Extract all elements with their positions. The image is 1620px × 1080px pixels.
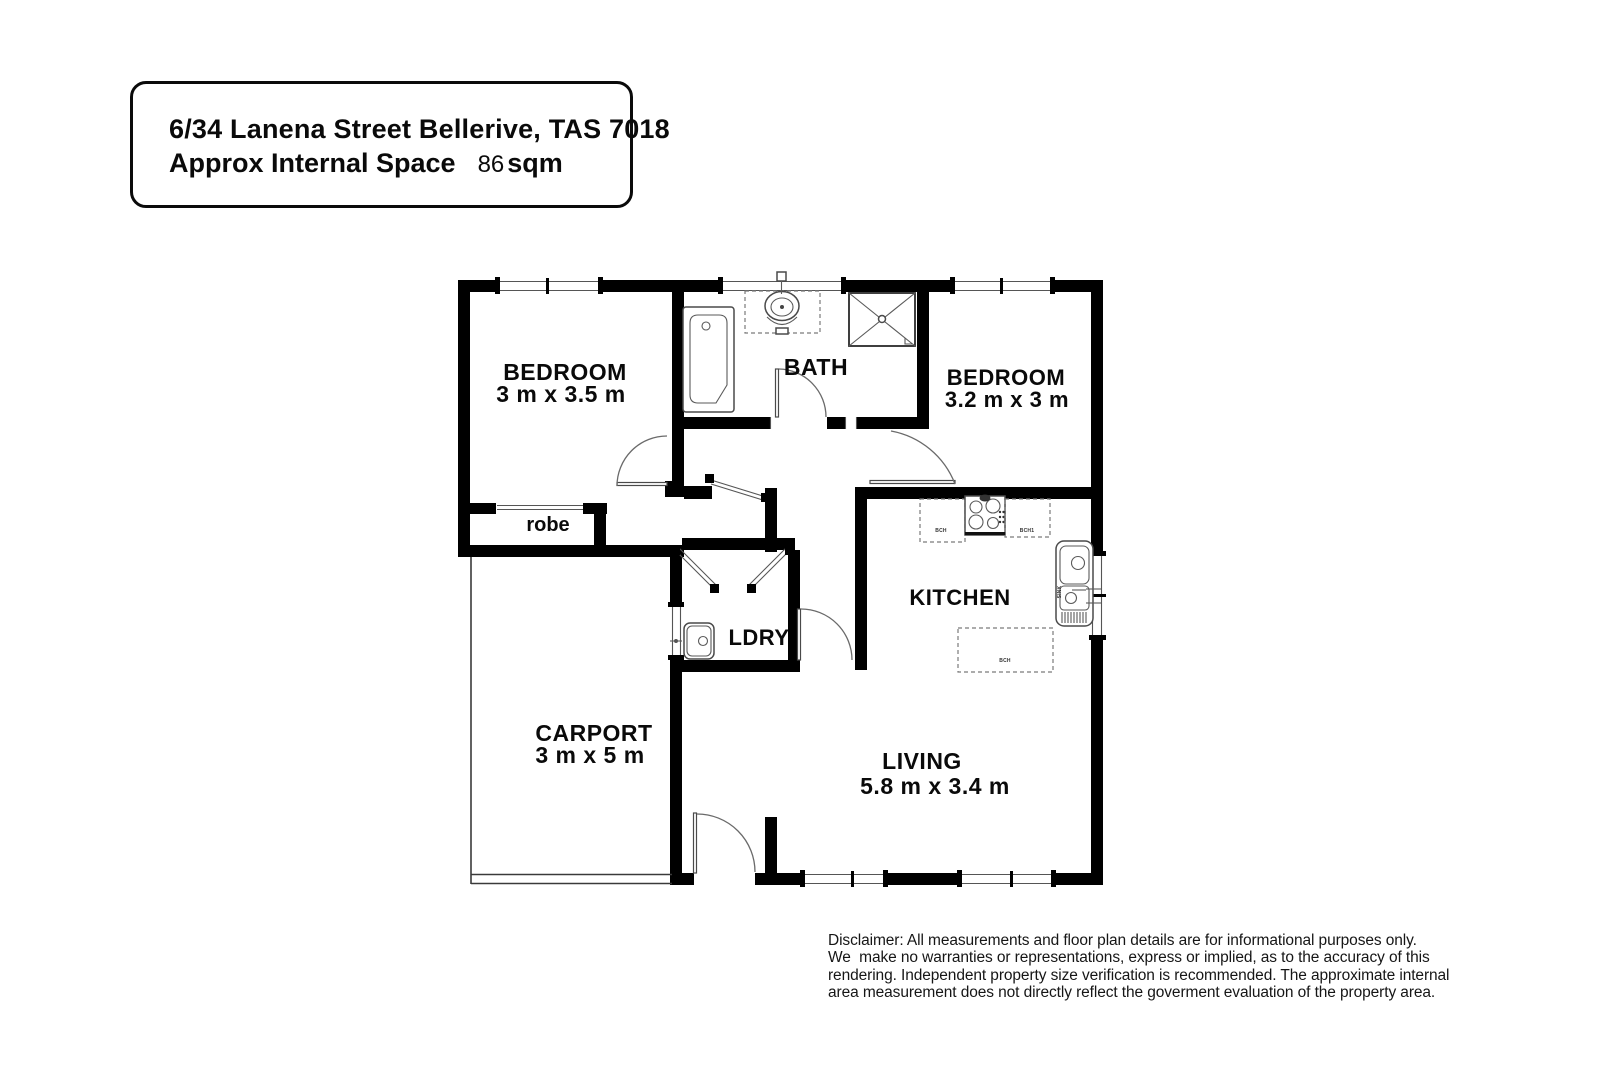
disclaimer-line-1: Disclaimer: All measurements and floor plan details are for informational purposes only. [828,932,1417,949]
disclaimer-line-4: area measurement does not directly reflect the goverment evaluation of the property area. [828,983,1436,1001]
front-door [694,813,756,873]
kitchen-fixtures [920,495,1101,673]
bench-left [920,499,965,542]
laundry-label: LDRY [728,625,790,650]
bedroom2-label: BEDROOM [946,365,1066,390]
window-bedroom1 [495,277,603,294]
laundry-fixtures [670,623,714,659]
living-label: LIVING [882,748,962,774]
disclaimer-line-2: We make no warranties or representations, express or implied, as to the accuracy of this [828,949,1430,967]
bathtub [683,307,734,412]
window-bedroom2 [950,277,1055,294]
bench-right-label: BCH1 [1019,528,1035,534]
shower [849,293,915,346]
living-dims: 5.8 m x 3.4 m [860,773,1010,799]
disclaimer [828,932,1468,1001]
bedroom1-door [617,436,667,486]
bath-label: BATH [783,354,849,380]
bench-bottom [958,628,1053,672]
bench-left-label: BCH [935,528,947,534]
bedroom2-dims: 3.2 m x 3 m [944,387,1070,412]
window-living-right [957,870,1056,887]
space-value: 86 [477,151,505,178]
sink-label: SINK [1057,585,1063,599]
address-text: 6/34 Lanena Street Bellerive, TAS 7018 [169,114,670,144]
bedroom2-door [870,431,955,484]
room-labels [496,354,1069,799]
bedroom1-label: BEDROOM [503,359,627,385]
window-living-left [800,870,888,887]
carport-label: CARPORT [535,720,653,746]
hall-living-door [798,609,853,660]
carport-dims: 3 m x 5 m [535,742,645,768]
laundry-carport-door [668,602,684,660]
disclaimer-line-3: rendering. Independent property size verification is recommended. The approximate internal [828,966,1450,984]
kitchen-label: KITCHEN [909,585,1011,610]
laundry-tub [670,623,714,659]
bench-bottom-label: BCH [999,658,1011,664]
bedroom1-dims: 3 m x 3.5 m [496,381,626,407]
space-label: Approx Internal Space [169,148,456,178]
stove [965,495,1005,536]
bath-fixtures [683,272,915,412]
space-unit: sqm [507,148,563,178]
robe-label: robe [526,514,570,536]
